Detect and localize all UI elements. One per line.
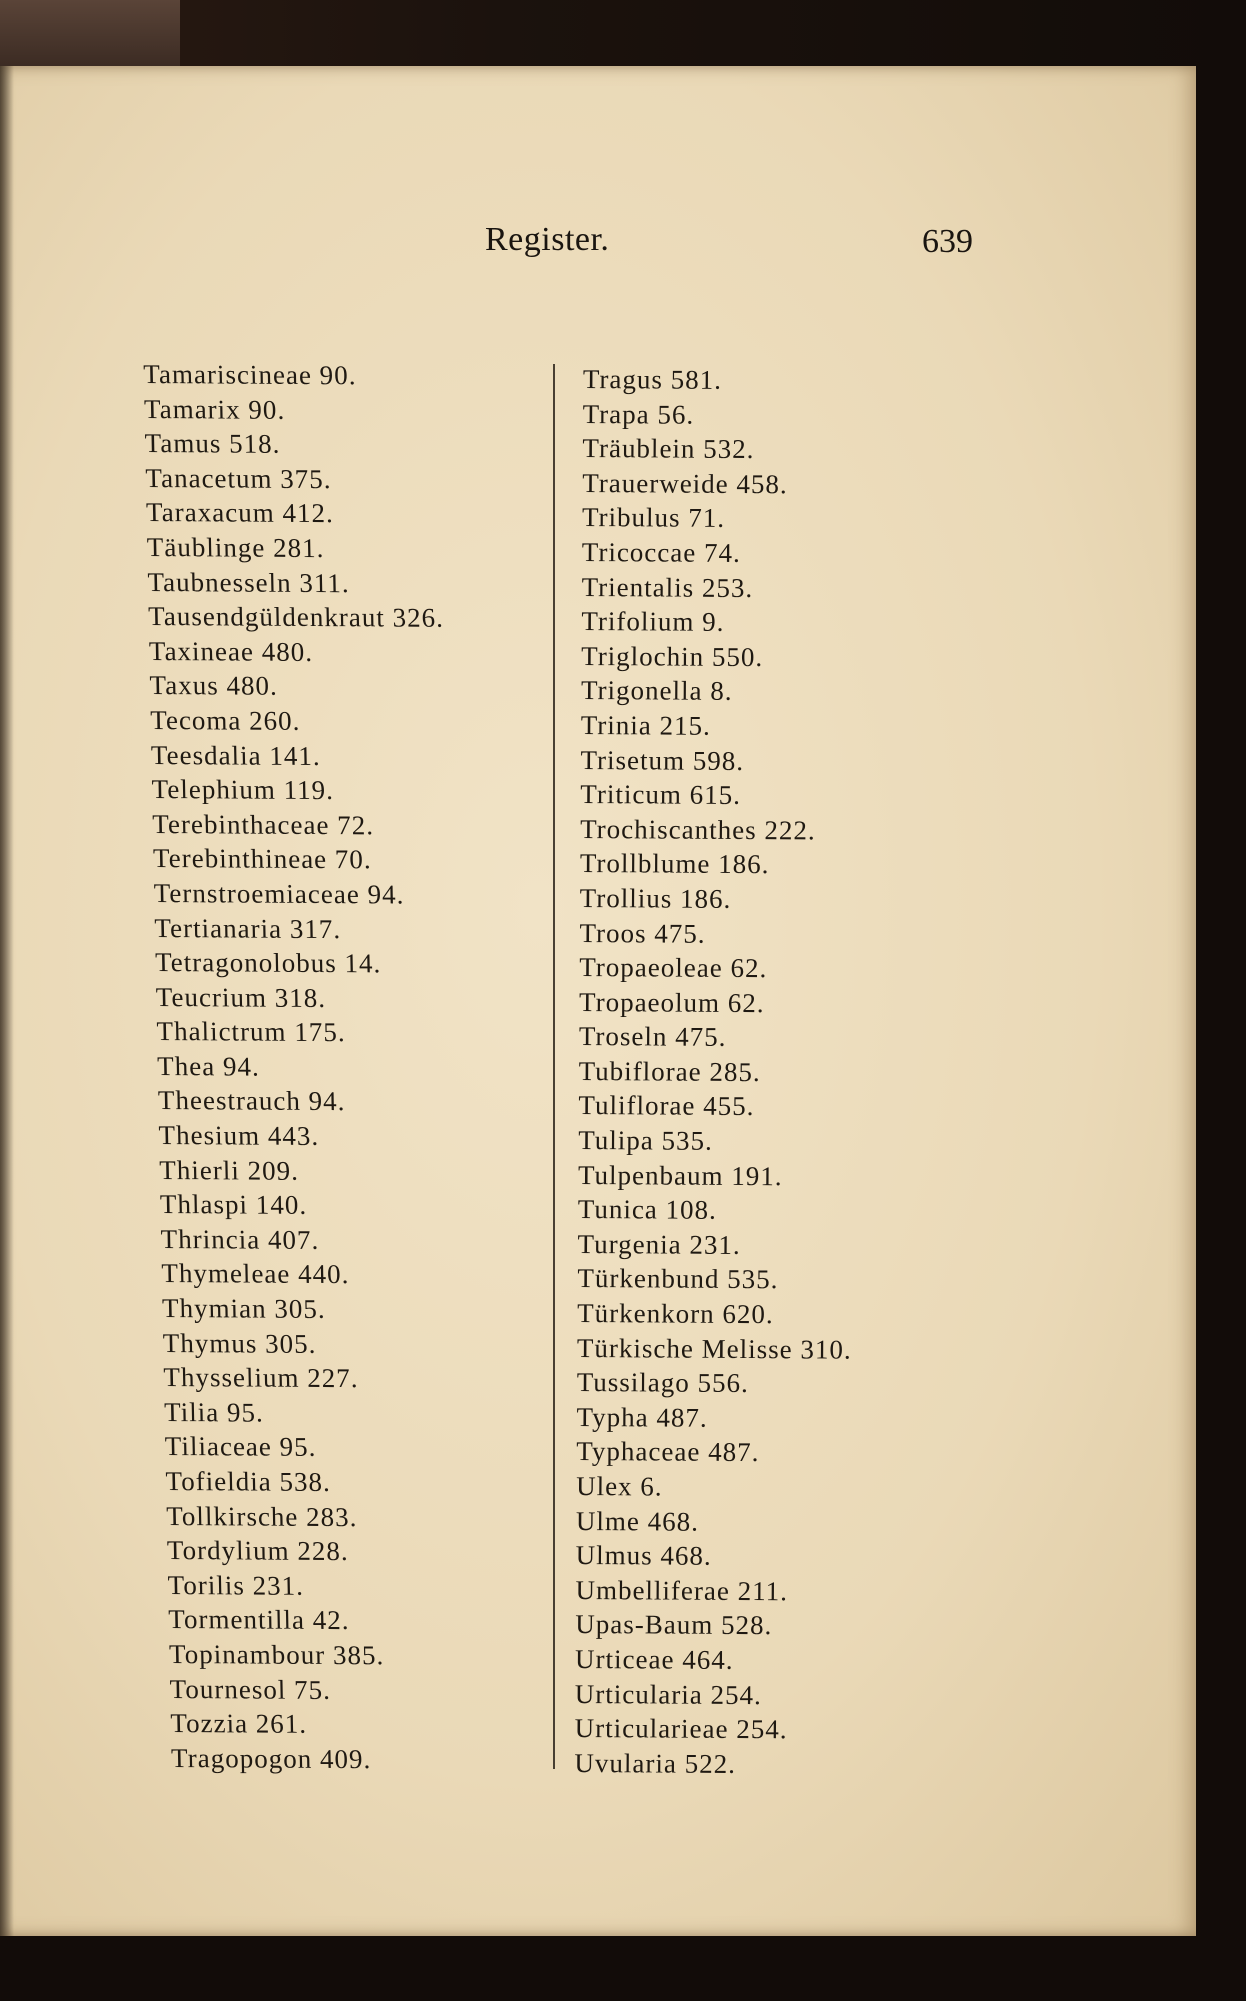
index-entry: Thalictrum 175. — [156, 1016, 346, 1048]
index-entry: Tozzia 261. — [170, 1708, 308, 1739]
index-column-left — [143, 357, 467, 1777]
page-number: 639 — [922, 223, 973, 260]
index-entry: Thymeleae 440. — [161, 1258, 350, 1290]
index-entry: Tetragonolobus 14. — [154, 947, 382, 979]
index-entry: Tubiflorae 285. — [578, 1055, 761, 1087]
index-entry: Tournesol 75. — [169, 1673, 332, 1705]
index-entry: Terebinthineae 70. — [152, 843, 372, 875]
index-entry: Tragus 581. — [582, 363, 723, 395]
index-entry: Triticum 615. — [580, 779, 741, 811]
running-head-title: Register. — [485, 221, 610, 258]
index-entry: Trollblume 186. — [579, 848, 770, 880]
index-entry: Tulipa 535. — [578, 1125, 713, 1156]
index-entry: Theestrauch 94. — [157, 1085, 346, 1117]
index-entry: Trapa 56. — [582, 398, 695, 430]
index-entry: Tragopogon 409. — [170, 1742, 372, 1774]
page-gutter-shadow — [0, 66, 14, 1936]
index-entry: Taxineae 480. — [148, 635, 314, 667]
index-entry: Teucrium 318. — [155, 981, 327, 1013]
index-entry: Tormentilla 42. — [168, 1604, 350, 1636]
index-entry: Tilia 95. — [163, 1396, 265, 1428]
index-entry: Taraxacum 412. — [145, 497, 334, 529]
index-entry: Trauerweide 458. — [582, 467, 788, 500]
index-entry: Türkenbund 535. — [577, 1263, 779, 1295]
index-entry: Urticularieae 254. — [574, 1713, 788, 1745]
index-entry: Tamarix 90. — [143, 393, 286, 425]
index-entry: Tuliflorae 455. — [578, 1090, 755, 1122]
index-entry: Typha 487. — [576, 1401, 708, 1433]
index-column-right — [574, 362, 857, 1782]
index-entry: Thea 94. — [156, 1050, 261, 1082]
index-entry: Ulmus 468. — [575, 1540, 712, 1571]
index-entry: Täublinge 281. — [146, 531, 325, 564]
index-entry: Tordylium 228. — [166, 1535, 349, 1567]
index-entry: Tollkirsche 283. — [165, 1500, 358, 1532]
index-entry: Tunica 108. — [577, 1194, 717, 1226]
index-entry: Trinia 215. — [580, 709, 711, 741]
index-entry: Urticularia 254. — [574, 1678, 762, 1710]
index-entry: Tiliaceae 95. — [164, 1431, 317, 1463]
index-entry: Thysselium 227. — [163, 1362, 359, 1394]
index-entry: Tausendgüldenkraut 326. — [147, 601, 445, 633]
index-entry: Terebinthaceae 72. — [152, 808, 375, 841]
index-entry: Trochiscanthes 222. — [580, 813, 816, 846]
index-entry: Taubnesseln 311. — [147, 566, 350, 598]
index-entry: Türkenkorn 620. — [577, 1298, 774, 1330]
index-entry: Upas-Baum 528. — [575, 1609, 773, 1641]
index-entry: Telephium 119. — [151, 774, 335, 806]
index-entry: Triglochin 550. — [581, 640, 764, 672]
index-entry: Tecoma 260. — [149, 704, 301, 736]
index-entry: Taxus 480. — [149, 670, 279, 702]
index-entry: Trifolium 9. — [581, 606, 725, 638]
index-entry: Tanacetum 375. — [145, 462, 332, 494]
index-entry: Trigonella 8. — [580, 675, 733, 707]
index-entry: Urticeae 464. — [574, 1643, 734, 1675]
index-entry: Tussilago 556. — [576, 1367, 749, 1399]
index-entry: Uvularia 522. — [574, 1747, 737, 1779]
book-page — [0, 66, 1196, 1936]
index-entry: Tricoccae 74. — [581, 536, 741, 568]
background-bottom — [0, 1936, 1246, 2001]
index-entry: Tulpenbaum 191. — [577, 1159, 783, 1191]
index-entry: Tertianaria 317. — [154, 912, 342, 944]
index-entry: Trisetum 598. — [580, 744, 745, 776]
index-entry: Typhaceae 487. — [576, 1436, 760, 1468]
index-entry: Troseln 475. — [578, 1021, 727, 1053]
index-entry: Torilis 231. — [167, 1569, 305, 1601]
index-entry: Ulex 6. — [576, 1470, 663, 1502]
column-divider-rule — [553, 364, 555, 1769]
index-entry: Tropaeoleae 62. — [579, 952, 768, 984]
book-cover-edge — [0, 0, 180, 70]
index-entry: Teesdalia 141. — [150, 739, 321, 771]
index-entry: Umbelliferae 211. — [575, 1574, 789, 1607]
index-entry: Tamus 518. — [144, 428, 281, 460]
index-entry: Tropaeolum 62. — [579, 986, 765, 1018]
index-entry: Tofieldia 538. — [165, 1465, 331, 1497]
index-entry: Turgenia 231. — [577, 1228, 741, 1260]
index-entry: Thymian 305. — [161, 1293, 326, 1325]
index-entry: Ulme 468. — [575, 1505, 700, 1537]
index-entry: Ternstroemiaceae 94. — [153, 877, 405, 910]
index-entry: Troos 475. — [579, 917, 706, 949]
index-entry: Thesium 443. — [158, 1120, 320, 1152]
index-entry: Thrincia 407. — [160, 1223, 320, 1255]
index-entry: Thlaspi 140. — [159, 1189, 308, 1221]
index-entry: Trollius 186. — [579, 882, 732, 914]
index-entry: Topinambour 385. — [168, 1638, 385, 1671]
index-entry: Tribulus 71. — [581, 502, 726, 534]
index-entry: Thymus 305. — [162, 1327, 317, 1359]
index-entry: Träublein 532. — [582, 433, 755, 465]
index-entry: Tamariscineae 90. — [143, 358, 357, 391]
index-entry: Türkische Melisse 310. — [576, 1332, 852, 1365]
index-entry: Trientalis 253. — [581, 571, 754, 603]
index-entry: Thierli 209. — [159, 1154, 300, 1186]
